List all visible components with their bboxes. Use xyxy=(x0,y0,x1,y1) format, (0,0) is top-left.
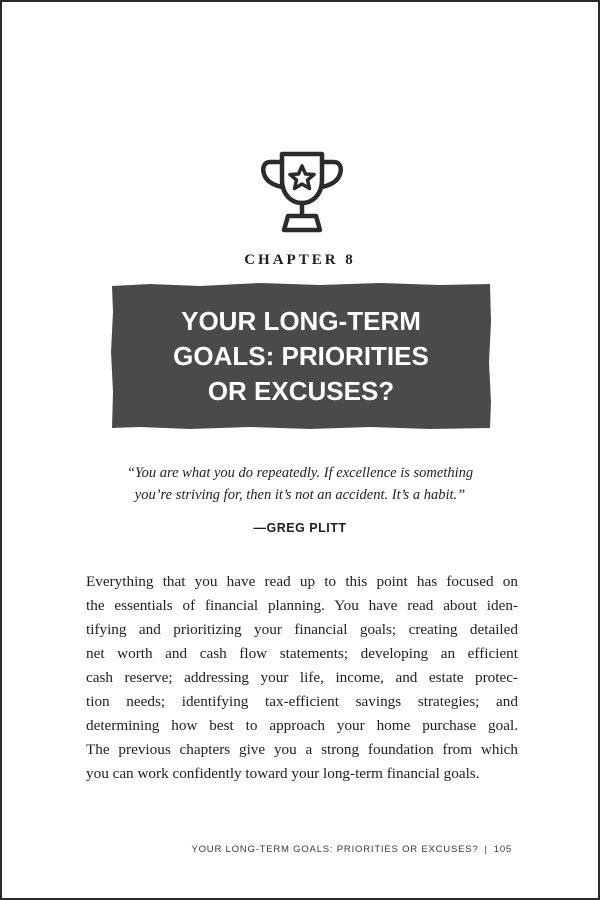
epigraph-line: you’re striving for, then it’s not an accident. It’s a habit.” xyxy=(134,487,466,503)
body-line: you can work confidently toward your long-term financial goals. xyxy=(86,765,480,782)
epigraph-attribution: —GREG PLITT xyxy=(253,521,347,535)
body-line: the essentials of financial planning. You have read about iden- xyxy=(86,597,518,614)
running-head: YOUR LONG-TERM GOALS: PRIORITIES OR EXCUSES? xyxy=(191,844,479,855)
chapter-title-line: GOALS: PRIORITIES xyxy=(173,341,429,371)
chapter-title-box xyxy=(110,282,492,430)
page-number: 105 xyxy=(493,844,512,855)
epigraph-line: “You are what you do repeatedly. If excellence is something xyxy=(126,465,474,481)
body-line: The previous chapters give you a strong foundation from which xyxy=(86,741,518,758)
body-line: determining how best to approach your home purchase goal. xyxy=(86,717,518,734)
footer-separator: | xyxy=(484,844,488,855)
body-line: tifying and prioritizing your financial goals; creating detailed xyxy=(86,621,518,638)
epigraph-quote xyxy=(62,462,538,506)
chapter-title-line: OR EXCUSES? xyxy=(207,376,395,406)
running-footer xyxy=(191,844,512,855)
trophy-star-icon xyxy=(258,150,346,236)
body-line: net worth and cash flow statements; developing an efficient xyxy=(86,645,518,662)
body-paragraph xyxy=(86,570,518,786)
body-line: cash reserve; addressing your life, income, and estate protec- xyxy=(86,669,518,686)
chapter-title-line: YOUR LONG-TERM xyxy=(181,306,421,336)
body-line: tion needs; identifying tax-efficient savings strategies; and xyxy=(86,693,518,710)
chapter-label: CHAPTER 8 xyxy=(244,252,356,268)
body-line: Everything that you have read up to this point has focused on xyxy=(86,573,518,590)
chapter-title xyxy=(110,304,492,409)
